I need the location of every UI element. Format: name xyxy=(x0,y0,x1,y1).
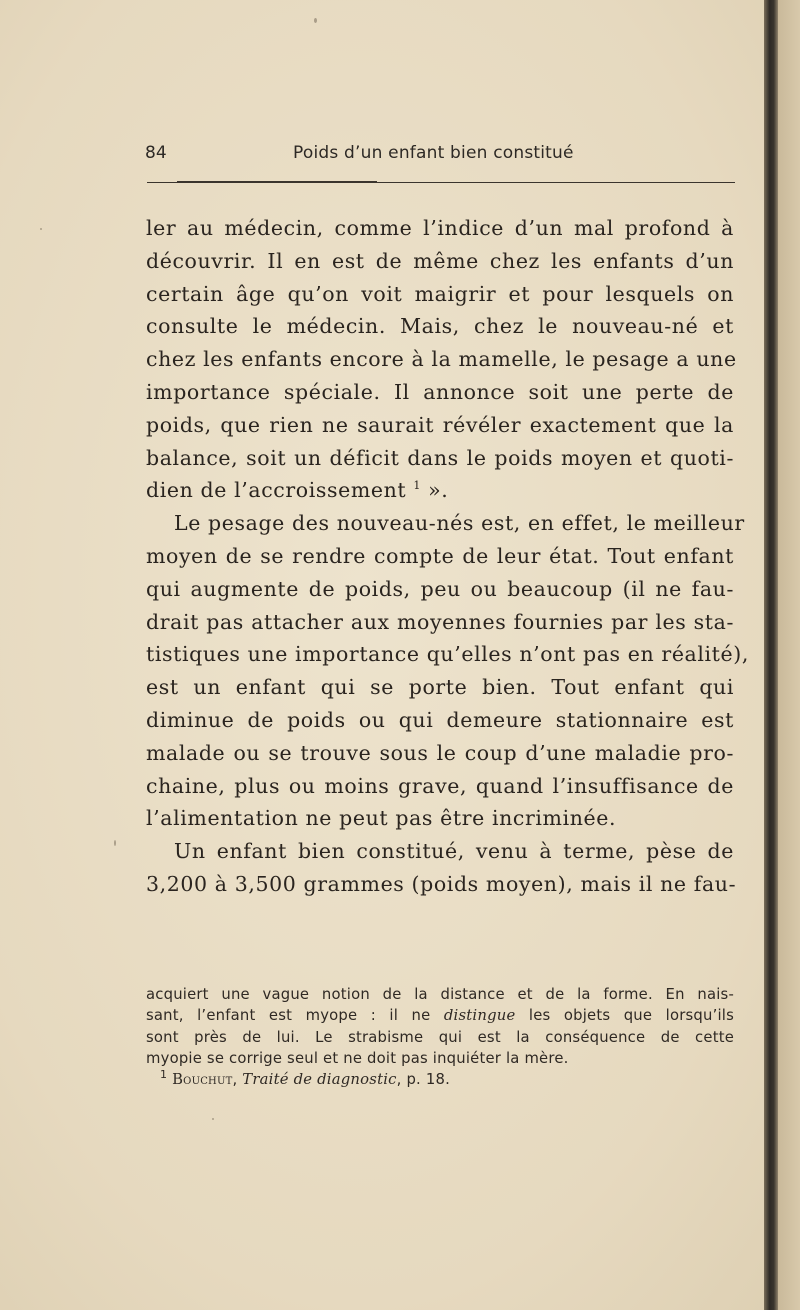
closing-quote: ». xyxy=(428,478,449,503)
body-line: tistiques une importance qu’elles n’ont pas en réalité), xyxy=(146,642,749,667)
body-line: certain âge qu’on voit maigrir et pour lesquels on xyxy=(146,281,734,306)
body-line: moyen de se rendre compte de leur état. Tout enfant xyxy=(146,543,734,568)
body-line: chaine, plus ou moins grave, quand l’insuffisance de xyxy=(146,773,734,798)
running-head xyxy=(145,143,735,167)
body-line: est un enfant qui se porte bien. Tout enfant qui xyxy=(146,675,734,700)
footnote-marker: 1 xyxy=(160,1068,168,1082)
footnote-line: sont près de lui. Le strabisme qui est la conséquence de cette xyxy=(146,1028,734,1046)
body-line-text: dien de l’accroissement xyxy=(146,478,407,503)
body-line-paragraph-end: l’alimentation ne peut pas être incriminée. xyxy=(146,806,617,831)
footnote-text: sant, l’enfant est myope : il ne xyxy=(146,1007,431,1025)
body-line: consulte le médecin. Mais, chez le nouveau-né et xyxy=(146,314,734,339)
body-line: drait pas attacher aux moyennes fournies par les sta- xyxy=(146,609,734,634)
body-line-paragraph-end xyxy=(146,474,734,507)
book-binding-edge xyxy=(764,0,778,1310)
footnote-author: Bouchut xyxy=(172,1071,233,1089)
footnote-1: $^1$ Bouchut, Traité de diagnostic, p. 18. xyxy=(160,1068,450,1089)
footnote-work: Traité de diagnostic xyxy=(242,1071,397,1089)
footnote-text: les objets que lorsqu’ils xyxy=(528,1007,735,1025)
footnote-page: p. 18. xyxy=(406,1071,450,1089)
body-line: importance spéciale. Il annonce soit une perte de xyxy=(146,379,734,404)
paper-speck xyxy=(40,228,42,230)
body-line-paragraph-start: Un enfant bien constitué, venu à terme, pèse de xyxy=(174,839,734,864)
body-line: ler au médecin, comme l’indice d’un mal profond à xyxy=(146,216,734,240)
body-line: qui augmente de poids, peu ou beaucoup (il ne fau- xyxy=(146,576,734,601)
paper-speck xyxy=(314,18,317,23)
paper-speck xyxy=(114,840,116,846)
footnote-italic: distingue xyxy=(443,1007,516,1025)
body-line: chez les enfants encore à la mamelle, le pesage a une xyxy=(146,347,737,372)
body-line: diminue de poids ou qui demeure stationnaire est xyxy=(146,707,734,732)
body-line-paragraph-start: Le pesage des nouveau-nés est, en effet, le meilleur xyxy=(174,511,745,536)
footnote-line: acquiert une vague notion de la distance et de la forme. En nais- xyxy=(146,986,734,1003)
footnote-line: myopie se corrige seul et ne doit pas inquiéter la mère. xyxy=(146,1049,569,1067)
paper-speck xyxy=(212,1118,214,1120)
body-line: balance, soit un déficit dans le poids moyen et quoti- xyxy=(146,445,734,470)
body-line: 3,200 à 3,500 grammes (poids moyen), mais il ne fau- xyxy=(146,871,737,896)
body-line: poids, que rien ne saurait révéler exactement que la xyxy=(146,412,734,437)
page-number: 84 xyxy=(145,143,167,163)
body-text xyxy=(146,212,749,901)
body-line: découvrir. Il en est de même chez les enfants d’un xyxy=(146,248,734,273)
body-line: malade ou se trouve sous le coup d’une maladie pro- xyxy=(146,740,734,765)
running-title: Poids d’un enfant bien constitué xyxy=(293,143,574,163)
header-rule xyxy=(147,182,735,183)
footnotes xyxy=(146,984,734,1090)
footnote-reference: 1 xyxy=(413,479,421,493)
footnote-line xyxy=(146,1005,734,1026)
page-margin-outer xyxy=(778,0,800,1310)
